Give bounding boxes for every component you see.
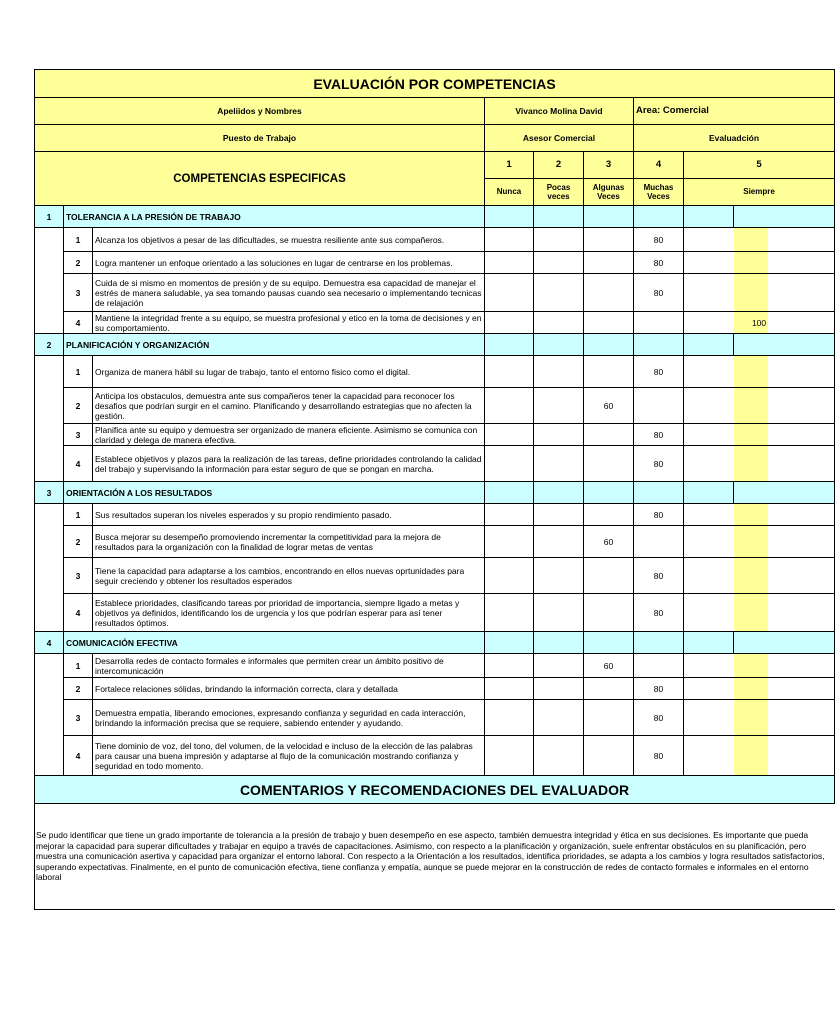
area-label: Area: Comercial (634, 98, 835, 125)
score-cell (684, 678, 835, 700)
item-number: 3 (64, 274, 93, 312)
section-header-row (35, 206, 835, 228)
indent-cell (35, 228, 64, 252)
item-number: 1 (64, 504, 93, 526)
score-cell (485, 356, 534, 388)
competency-row (35, 356, 835, 388)
score-cell (485, 228, 534, 252)
item-description: Tiene la capacidad para adaptarse a los cambios, encontrando en ellos nuevas oprtunidades para seguir creciendo y obtener los resultados esperados (93, 558, 485, 594)
score-cell: 80 (634, 558, 684, 594)
score-cell (485, 526, 534, 558)
section-score-cell (684, 206, 734, 228)
score-cell (485, 446, 534, 482)
score-cell (684, 252, 835, 274)
score-cell (684, 558, 835, 594)
item-description: Fortalece relaciones sólidas, brindando la información correcta, clara y detallada (93, 678, 485, 700)
item-number: 2 (64, 526, 93, 558)
competency-row (35, 424, 835, 446)
section-score-cell (534, 482, 584, 504)
score-cell (684, 736, 835, 776)
score-cell (684, 388, 835, 424)
item-number: 1 (64, 228, 93, 252)
section-score-cell (584, 334, 634, 356)
score-cell (485, 504, 534, 526)
item-description: Planifica ante su equipo y demuestra ser organizado de manera eficiente. Asimismo se comunica con claridad y delega de manera efectiva. (93, 424, 485, 446)
section-score-cell (684, 632, 734, 654)
score-cell (534, 252, 584, 274)
section-score-cell (684, 482, 734, 504)
section-score-cell (534, 632, 584, 654)
section-score-cell (485, 482, 534, 504)
section-score-cell (734, 206, 835, 228)
score-cell (634, 312, 684, 334)
section-score-cell (634, 632, 684, 654)
score-cell (485, 424, 534, 446)
item-description: Establece objetivos y plazos para la realización de las tareas, define prioridades controlando la calidad del trabajo y supervisando la información para estar seguro de que se pongan en marcha. (93, 446, 485, 482)
score-cell: 80 (634, 504, 684, 526)
competency-row (35, 228, 835, 252)
item-number: 3 (64, 424, 93, 446)
score-cell (584, 446, 634, 482)
score-cell (584, 424, 634, 446)
score-cell (584, 736, 634, 776)
competency-row (35, 700, 835, 736)
competency-row (35, 252, 835, 274)
score-cell (534, 388, 584, 424)
item-number: 1 (64, 654, 93, 678)
section-score-cell (634, 206, 684, 228)
score-cell: 80 (634, 736, 684, 776)
score-cell: 80 (634, 274, 684, 312)
score-cell (485, 252, 534, 274)
position-value: Asesor Comercial (485, 125, 634, 152)
item-number: 3 (64, 558, 93, 594)
scale-label: Nunca (485, 179, 534, 206)
section-title: TOLERANCIA A LA PRESIÓN DE TRABAJO (64, 206, 485, 228)
score-cell (634, 388, 684, 424)
section-score-cell (584, 206, 634, 228)
score-cell (534, 446, 584, 482)
indent-cell (35, 424, 64, 446)
score-cell (485, 678, 534, 700)
score-cell (684, 700, 835, 736)
section-score-cell (534, 334, 584, 356)
position-label: Puesto de Trabajo (35, 125, 485, 152)
section-score-cell (634, 482, 684, 504)
section-score-cell (734, 632, 835, 654)
page-title: EVALUACIÓN POR COMPETENCIAS (35, 70, 835, 98)
score-cell (485, 558, 534, 594)
comments-text: Se pudo identificar que tiene un grado importante de tolerancia a la presión de trabajo y buen desempeño en ese aspecto, también demuestra integridad y ética en sus decisiones. Es importante que pueda mejorar la capacidad para superar dificultades y trabajar en equipo a través de capacitaciones. Asimismo, con respecto a la planificación y organización, suele enfrentar obstáculos en su planificación, pero muestra una comunicación asertiva y capacidad para organizar el entorno laboral. Con respecto a la Orientación a los resultados, identifica prioridades, se adapta a los cambios y logra resultados satisfactorios, superando expectativas. Finalmente, en el punto de comunicación efectiva, tiene confianza y empatía, aunque se puede mejorar en la construcción de redes de contacto formales e informales en el entorno laboral (35, 804, 835, 910)
section-number: 3 (35, 482, 64, 504)
score-cell (584, 356, 634, 388)
score-cell (534, 594, 584, 632)
score-cell (485, 312, 534, 334)
item-number: 2 (64, 388, 93, 424)
scale-number: 2 (534, 152, 584, 179)
indent-cell (35, 736, 64, 776)
item-number: 4 (64, 446, 93, 482)
indent-cell (35, 446, 64, 482)
item-description: Cuida de si mismo en momentos de presión y de su equipo. Demuestra esa capacidad de manejar el estrés de manera saludable, ya sea tomando pausas cuando sea necesario o implementando tecnicas de relajación (93, 274, 485, 312)
score-cell: 60 (584, 388, 634, 424)
section-title: ORIENTACIÓN A LOS RESULTADOS (64, 482, 485, 504)
score-cell (684, 228, 835, 252)
item-description: Desarrolla redes de contacto formales e informales que permiten crear un ámbito positivo de intercomunicación (93, 654, 485, 678)
indent-cell (35, 388, 64, 424)
item-description: Organiza de manera hábil su lugar de trabajo, tanto el entorno fisico como el digital. (93, 356, 485, 388)
score-cell (584, 700, 634, 736)
score-cell (684, 424, 835, 446)
score-cell (684, 446, 835, 482)
score-cell: 80 (634, 446, 684, 482)
score-cell (534, 424, 584, 446)
score-cell (534, 736, 584, 776)
section-title: COMUNICACIÓN EFECTIVA (64, 632, 485, 654)
item-number: 4 (64, 736, 93, 776)
score-cell (534, 228, 584, 252)
competency-row (35, 388, 835, 424)
scale-number: 5 (684, 152, 835, 179)
score-cell (584, 228, 634, 252)
score-cell: 100 (684, 312, 835, 334)
score-cell (485, 388, 534, 424)
competency-row (35, 558, 835, 594)
section-header-row (35, 334, 835, 356)
section-header-row (35, 632, 835, 654)
score-cell: 60 (584, 654, 634, 678)
score-cell (684, 504, 835, 526)
score-cell (534, 526, 584, 558)
indent-cell (35, 252, 64, 274)
section-score-cell (684, 334, 734, 356)
item-description: Alcanza los objetivos a pesar de las dificultades, se muestra resiliente ante sus compañeros. (93, 228, 485, 252)
score-cell (584, 274, 634, 312)
score-cell: 60 (584, 526, 634, 558)
score-cell (485, 700, 534, 736)
score-cell: 80 (634, 678, 684, 700)
scale-label: Pocas veces (534, 179, 584, 206)
score-cell: 80 (634, 252, 684, 274)
item-description: Busca mejorar su desempeño promoviendo incrementar la competitividad para la mejora de resultados para la organización con la finalidad de lograr metas de ventas (93, 526, 485, 558)
competency-row (35, 654, 835, 678)
scale-label: Siempre (684, 179, 835, 206)
competency-row (35, 736, 835, 776)
item-description: Tiene dominio de voz, del tono, del volumen, de la velocidad e incluso de la elección de las palabras para causar una buena impresión y adaptarse al flujo de la comunicación mostrando confianza y seguridad en todo momento. (93, 736, 485, 776)
competency-row (35, 504, 835, 526)
indent-cell (35, 594, 64, 632)
scale-label: Muchas Veces (634, 179, 684, 206)
score-cell: 80 (634, 594, 684, 632)
item-number: 1 (64, 356, 93, 388)
item-description: Demuestra empatía, liberando emociones, expresando confianza y seguridad en cada interacción, brindando la información precisa que se requiere, sabiendo entender y ayudando. (93, 700, 485, 736)
score-cell (684, 654, 835, 678)
score-cell: 80 (634, 356, 684, 388)
name-value: Vivanco Molina David (485, 98, 634, 125)
section-header-row (35, 482, 835, 504)
score-cell (485, 654, 534, 678)
scale-number: 3 (584, 152, 634, 179)
score-cell (584, 312, 634, 334)
item-description: Establece prioridades, clasificando tareas por prioridad de importancia, siempre ligado a metas y objetivos ya definidos, identificando los de urgencia y los que podrían esperar para así tener resultados óptimos. (93, 594, 485, 632)
item-number: 3 (64, 700, 93, 736)
score-cell (534, 356, 584, 388)
scale-number: 4 (634, 152, 684, 179)
score-cell (534, 312, 584, 334)
item-description: Anticipa los obstaculos, demuestra ante sus compañeros tener la capacidad para reconocer los desafios que podrían surgir en el camino. Planificando y desarrollando estrategias que no afecten la gestión. (93, 388, 485, 424)
item-number: 4 (64, 312, 93, 334)
score-cell (584, 594, 634, 632)
scale-number: 1 (485, 152, 534, 179)
section-score-cell (734, 482, 835, 504)
competency-row (35, 446, 835, 482)
item-description: Mantiene la integridad frente a su equipo, se muestra profesional y etico en la toma de decisiones y en su comportamiento. (93, 312, 485, 334)
section-number: 2 (35, 334, 64, 356)
indent-cell (35, 700, 64, 736)
section-score-cell (485, 334, 534, 356)
score-cell (584, 558, 634, 594)
indent-cell (35, 312, 64, 334)
item-description: Sus resultados superan los niveles esperados y su propio rendimiento pasado. (93, 504, 485, 526)
competency-row (35, 312, 835, 334)
item-number: 4 (64, 594, 93, 632)
score-cell (485, 274, 534, 312)
score-cell: 80 (634, 228, 684, 252)
section-score-cell (584, 632, 634, 654)
score-cell (534, 558, 584, 594)
competency-row (35, 678, 835, 700)
name-label: Apeliidos y Nombres (35, 98, 485, 125)
score-cell (684, 594, 835, 632)
indent-cell (35, 526, 64, 558)
score-cell (584, 678, 634, 700)
score-cell (684, 526, 835, 558)
section-score-cell (534, 206, 584, 228)
score-cell (485, 594, 534, 632)
section-score-cell (485, 206, 534, 228)
item-number: 2 (64, 678, 93, 700)
score-cell (634, 654, 684, 678)
score-cell: 80 (634, 424, 684, 446)
competency-row (35, 594, 835, 632)
comments-title: COMENTARIOS Y RECOMENDACIONES DEL EVALUADOR (35, 776, 835, 804)
competencies-title: COMPETENCIAS ESPECIFICAS (35, 152, 485, 206)
indent-cell (35, 678, 64, 700)
score-cell (534, 654, 584, 678)
score-cell (534, 700, 584, 736)
section-number: 4 (35, 632, 64, 654)
score-cell (634, 526, 684, 558)
score-cell: 80 (634, 700, 684, 736)
score-cell (584, 252, 634, 274)
indent-cell (35, 558, 64, 594)
score-cell (684, 274, 835, 312)
evaluation-label: Evaluadción (634, 125, 835, 152)
score-cell (534, 504, 584, 526)
indent-cell (35, 654, 64, 678)
evaluation-sheet (34, 69, 834, 910)
section-score-cell (634, 334, 684, 356)
competency-row (35, 526, 835, 558)
score-cell (584, 504, 634, 526)
score-cell (534, 274, 584, 312)
indent-cell (35, 356, 64, 388)
section-title: PLANIFICACIÓN Y ORGANIZACIÓN (64, 334, 485, 356)
score-cell (534, 678, 584, 700)
indent-cell (35, 504, 64, 526)
competency-row (35, 274, 835, 312)
evaluation-table (34, 69, 835, 910)
section-score-cell (485, 632, 534, 654)
item-number: 2 (64, 252, 93, 274)
section-number: 1 (35, 206, 64, 228)
scale-label: Algunas Veces (584, 179, 634, 206)
item-description: Logra mantener un enfoque orientado a las soluciones en lugar de centrarse en los problemas. (93, 252, 485, 274)
score-cell (684, 356, 835, 388)
section-score-cell (734, 334, 835, 356)
section-score-cell (584, 482, 634, 504)
indent-cell (35, 274, 64, 312)
score-cell (485, 736, 534, 776)
